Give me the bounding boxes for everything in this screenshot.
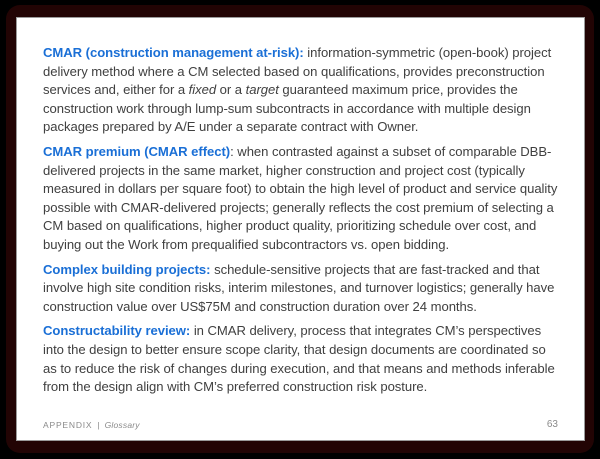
document-page (17, 18, 584, 440)
glossary-term: Constructability review: (43, 323, 191, 339)
glossary-definition: in CMAR delivery, process that integrates CM’s perspectives into the design to better ensure scope clarity, that design documents are coordinated so as to reduce the risk of changes during execution, and that means and methods inferable from the design align with CM’s preferred construction risk posture. (43, 323, 555, 395)
glossary-entry-complex-building (43, 261, 558, 317)
glossary-definition: : when contrasted against a subset of comparable DBB-delivered projects in the same market, higher construction and project cost (typically measured in dollars per square foot) to obtain the high level of product and service quality possible with CMAR-delivered projects; generally reflects the cost premium of selecting a CM based on qualifications, higher product quality, prioritizing schedule over cost, and buying out the Work from prequalified subcontractors vs. open bidding. (43, 143, 558, 252)
glossary-definition: schedule-sensitive projects that are fast-tracked and that involve high site condition risks, interim milestones, and turnover logistics; generally have construction value over US$75M and construction duration over 24 months. (43, 261, 555, 314)
emphasis-target: target (245, 82, 279, 98)
glossary-term: Complex building projects: (43, 261, 211, 277)
footer-separator: | (97, 420, 100, 430)
glossary-entry-cmar-premium (43, 143, 558, 255)
glossary-content (43, 44, 558, 403)
footer-subsection: Glossary (104, 420, 140, 430)
glossary-definition: guaranteed maximum price, provides the construction work through lump-sum subcontracts in accordance with multiple design packages prepared by A/E under a separate contract with Owner. (43, 82, 531, 135)
glossary-entry-cmar (43, 44, 558, 137)
footer-section: APPENDIX (43, 420, 93, 430)
glossary-term: CMAR premium (CMAR effect) (43, 143, 231, 159)
footer-section-label (43, 420, 140, 430)
glossary-term: CMAR (construction management at-risk): (43, 45, 304, 60)
glossary-definition: information-symmetric (open-book) project delivery method where a CM selected based on qualifications, provides preconstruction services and, either for a (43, 45, 552, 98)
glossary-entry-constructability (43, 322, 558, 396)
page-number: 63 (546, 419, 558, 430)
glossary-definition: or a (216, 82, 246, 98)
emphasis-fixed: fixed (188, 82, 217, 98)
